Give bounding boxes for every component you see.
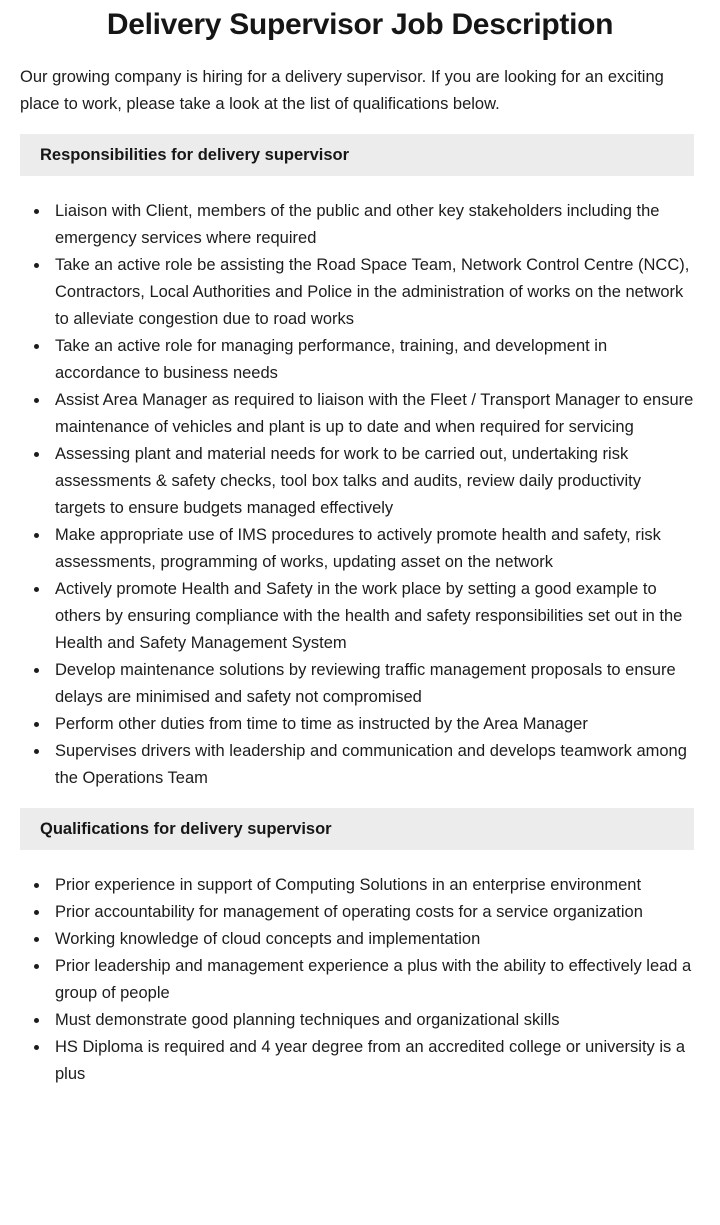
job-description-page — [0, 6, 720, 1225]
list-item: • Liaison with Client, members of the public and other key stakeholders including the emergency services where required — [50, 198, 694, 252]
list-item: • Prior accountability for management of operating costs for a service organization — [50, 899, 694, 926]
list-item: • Perform other duties from time to time as instructed by the Area Manager — [50, 711, 694, 738]
qualifications-list — [20, 872, 694, 1088]
responsibilities-list — [20, 198, 694, 792]
list-item: • Assist Area Manager as required to liaison with the Fleet / Transport Manager to ensure maintenance of vehicles and plant is up to date and when required for servicing — [50, 387, 694, 441]
section-header-qualifications — [20, 808, 694, 850]
list-item: • Prior experience in support of Computing Solutions in an enterprise environment — [50, 872, 694, 899]
list-item: • Supervises drivers with leadership and communication and develops teamwork among the Operations Team — [50, 738, 694, 792]
list-item: • Assessing plant and material needs for work to be carried out, undertaking risk assessments & safety checks, tool box talks and audits, review daily productivity targets to ensure budgets managed effectively — [50, 441, 694, 522]
list-item: • Prior leadership and management experience a plus with the ability to effectively lead a group of people — [50, 953, 694, 1007]
list-item: • Make appropriate use of IMS procedures to actively promote health and safety, risk assessments, programming of works, updating asset on the network — [50, 522, 694, 576]
list-item: • Actively promote Health and Safety in the work place by setting a good example to others by ensuring compliance with the health and safety responsibilities set out in the Health and Safety Management System — [50, 576, 694, 657]
list-item: • Take an active role for managing performance, training, and development in accordance to business needs — [50, 333, 694, 387]
list-item: • Take an active role be assisting the Road Space Team, Network Control Centre (NCC), Contractors, Local Authorities and Police in the administration of works on the network to alleviate congestion due to road works — [50, 252, 694, 333]
section-heading-label: Qualifications for delivery supervisor — [40, 820, 332, 838]
section-header-responsibilities — [20, 134, 694, 176]
page-title: Delivery Supervisor Job Description — [106, 8, 614, 41]
list-item: • Working knowledge of cloud concepts and implementation — [50, 926, 694, 953]
list-item: • Develop maintenance solutions by reviewing traffic management proposals to ensure delays are minimised and safety not compromised — [50, 657, 694, 711]
intro-paragraph: Our growing company is hiring for a delivery supervisor. If you are looking for an exciting place to work, please take a look at the list of qualifications below. — [20, 68, 664, 113]
list-item: • HS Diploma is required and 4 year degree from an accredited college or university is a plus — [50, 1034, 694, 1088]
section-heading-label: Responsibilities for delivery supervisor — [40, 146, 350, 164]
list-item: • Must demonstrate good planning techniques and organizational skills — [50, 1007, 694, 1034]
